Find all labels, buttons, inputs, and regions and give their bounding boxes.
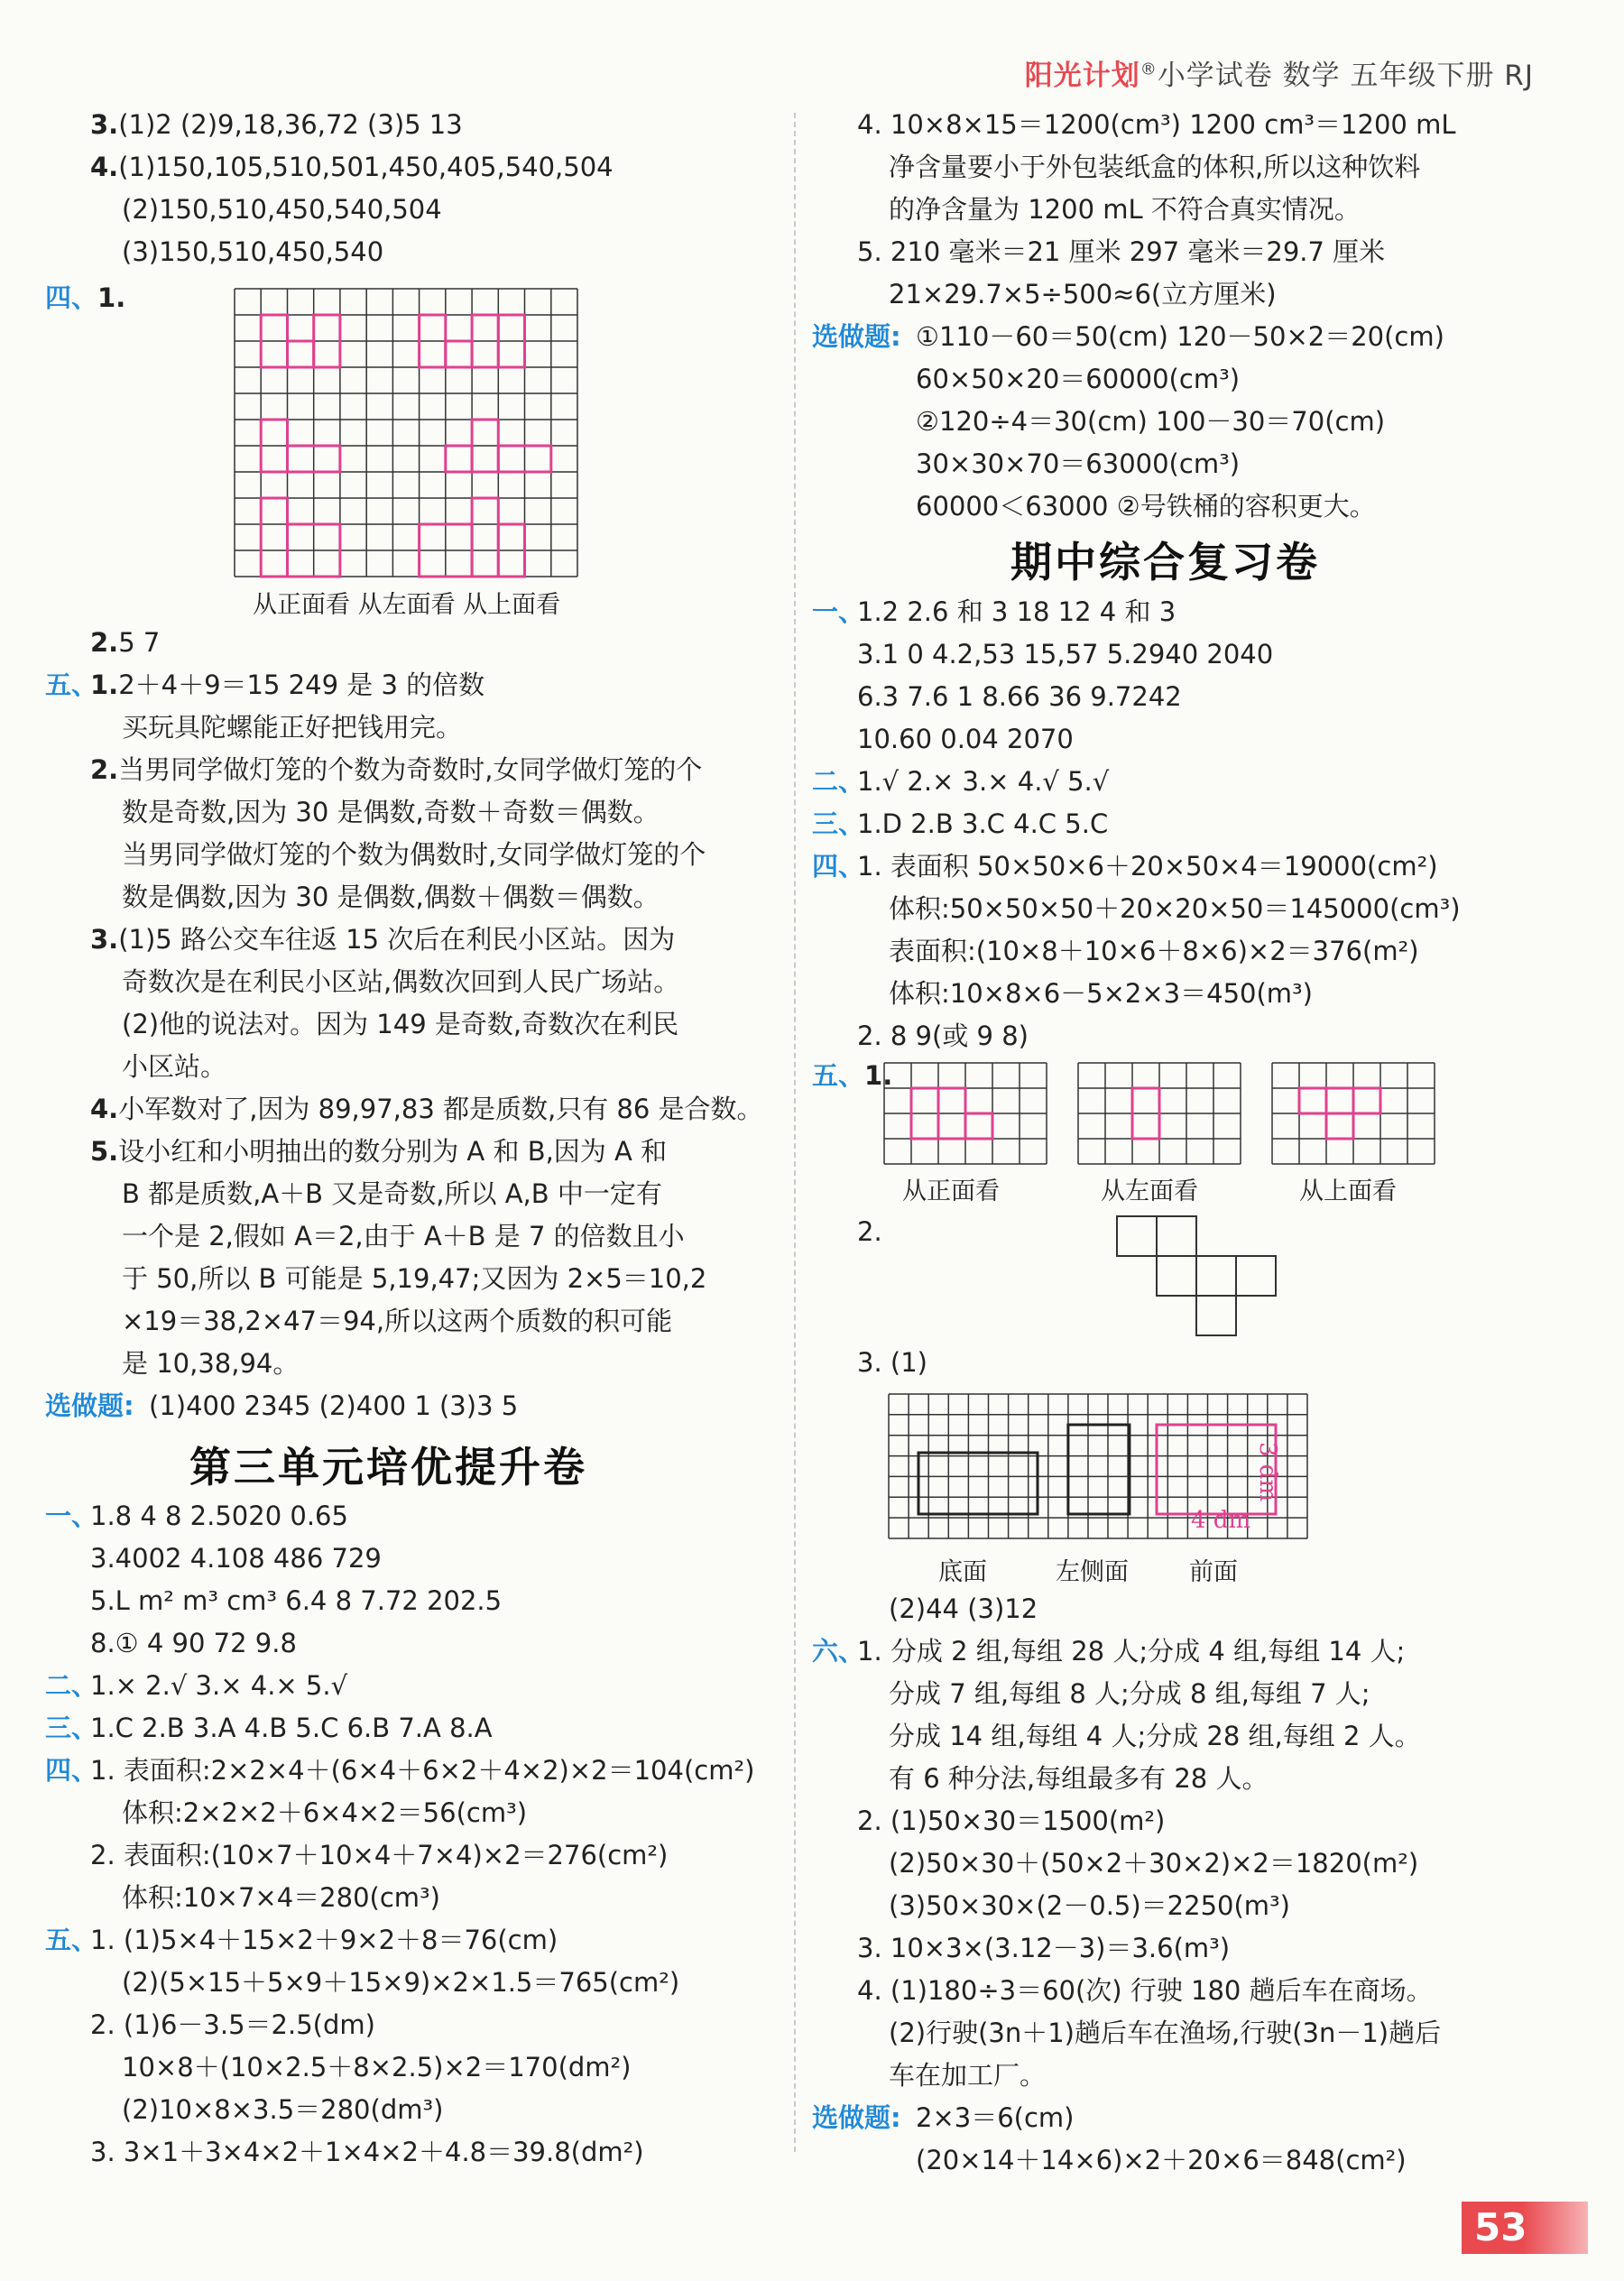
answer-line: 3. 3×1＋3×4×2＋1×4×2＋4.8＝39.8(dm²) <box>90 2137 644 2167</box>
answer-line: 买玩具陀螺能正好把钱用完。 <box>122 712 463 743</box>
answer-line: 1.2＋4＋9＝15 249 是 3 的倍数 <box>90 670 485 700</box>
unit3-title: 第三单元培优提升卷 <box>189 1443 587 1491</box>
answer-line: 车在加工厂。 <box>889 2060 1047 2091</box>
answer-line: 2. 8 9(或 9 8) <box>857 1020 1029 1051</box>
answer-line: 1. 分成 2 组,每组 28 人;分成 4 组,每组 14 人; <box>857 1636 1406 1667</box>
answer-line: 4.小军数对了,因为 89,97,83 都是质数,只有 86 是合数。 <box>90 1094 763 1124</box>
answer-line: 1.√ 2.× 3.× 4.√ 5.√ <box>857 766 1110 797</box>
answer-line: 60000＜63000 ②号铁桶的容积更大。 <box>916 491 1376 522</box>
answer-line: B 都是质数,A＋B 又是奇数,所以 A,B 中一定有 <box>122 1178 662 1209</box>
face-caption-bottom: 底面 <box>938 1558 987 1586</box>
section-label: 五、 <box>45 670 98 700</box>
registered-mark: ® <box>1140 60 1158 79</box>
answer-line: 10×8＋(10×2.5＋8×2.5)×2＝170(dm²) <box>122 2052 632 2082</box>
answer-line: 3.1 0 4.2,53 15,57 5.2940 2040 <box>857 639 1274 670</box>
answer-line: 2. (1)50×30＝1500(m²) <box>857 1805 1166 1836</box>
answer-line: (2)50×30＋(50×2＋30×2)×2＝1820(m²) <box>889 1848 1419 1879</box>
left-face <box>1068 1425 1130 1514</box>
answer-line: 5.L m² m³ cm³ 6.4 8 7.72 202.5 <box>90 1585 503 1616</box>
answer-line: 6.3 7.6 1 8.66 36 9.7242 <box>857 681 1182 712</box>
left-view-row1 <box>446 341 472 367</box>
answer-line: 4. (1)180÷3＝60(次) 行驶 180 趟后车在商场。 <box>857 1975 1433 2006</box>
answer-line: 净含量要小于外包装纸盒的体积,所以这种饮料 <box>889 152 1421 182</box>
answer-line: 1.D 2.B 3.C 4.C 5.C <box>857 808 1109 839</box>
optional-label: 选做题: <box>45 1390 134 1421</box>
answer-line: 2.当男同学做灯笼的个数为奇数时,女同学做灯笼的个 <box>90 754 703 785</box>
answer-line: 3.(1)5 路公交车往返 15 次后在利民小区站。因为 <box>90 924 676 955</box>
answer-line: 体积:10×7×4＝280(cm³) <box>122 1882 440 1913</box>
answer-line: 1. (1)5×4＋15×2＋9×2＋8＝76(cm) <box>90 1925 558 1955</box>
answer-line: 1. 表面积:2×2×4＋(6×4＋6×2＋4×2)×2＝104(cm²) <box>90 1755 755 1786</box>
answer-line: (2)(5×15＋5×9＋15×9)×2×1.5＝765(cm²) <box>122 1967 680 1998</box>
answer-line: ①110－60＝50(cm) 120－50×2＝20(cm) <box>916 321 1444 352</box>
answer-line: 1.8 4 8 2.5020 0.65 <box>90 1501 348 1531</box>
answer-line: 于 50,所以 B 可能是 5,19,47;又因为 2×5＝10,2 <box>122 1263 707 1294</box>
answer-line: 分成 7 组,每组 8 人;分成 8 组,每组 7 人; <box>889 1678 1370 1709</box>
answer-line: 3.(1)2 (2)9,18,36,72 (3)5 13 <box>90 109 463 140</box>
answer-line: 2. (1)6－3.5＝2.5(dm) <box>90 2009 375 2040</box>
bottom-face <box>918 1453 1038 1514</box>
answer-line: 体积:2×2×2＋6×4×2＝56(cm³) <box>122 1797 528 1828</box>
answer-line: ×19＝38,2×47＝94,所以这两个质数的积可能 <box>122 1306 673 1336</box>
answer-line: 5. 210 毫米＝21 厘米 297 毫米＝29.7 厘米 <box>857 236 1386 267</box>
answer-line: 小区站。 <box>122 1051 227 1082</box>
section-label: 四、 <box>45 1755 98 1786</box>
answer-line: 1.2 2.6 和 3 18 12 4 和 3 <box>857 596 1176 627</box>
answer-line: 4.(1)150,105,510,501,450,405,540,504 <box>90 152 614 182</box>
view-caption-top: 从上面看 <box>1299 1177 1397 1205</box>
answer-line: 体积:50×50×50＋20×20×50＝145000(cm³) <box>889 893 1461 924</box>
answer-line: (3)50×30×(2－0.5)＝2250(m³) <box>889 1890 1290 1921</box>
answer-line: 当男同学做灯笼的个数为偶数时,女同学做灯笼的个 <box>122 839 706 870</box>
view-grid-front <box>884 1063 1047 1164</box>
dimension-label-width: 4 dm <box>1191 1507 1251 1534</box>
book-subtitle: 小学试卷 数学 五年级下册 RJ <box>1157 60 1534 92</box>
answer-line: (2)他的说法对。因为 149 是奇数,奇数次在利民 <box>122 1009 679 1039</box>
answer-line: 2. <box>857 1216 882 1247</box>
left-view-row2 <box>446 446 472 472</box>
face-caption-left: 左侧面 <box>1056 1558 1129 1586</box>
answer-line: 1. 表面积 50×50×6＋20×50×4＝19000(cm²) <box>857 851 1438 882</box>
top-view <box>472 498 498 577</box>
answer-line: (20×14＋14×6)×2＋20×6＝848(cm²) <box>916 2145 1407 2175</box>
three-views-grid <box>235 289 577 579</box>
answer-line: 数是奇数,因为 30 是偶数,奇数＋奇数＝偶数。 <box>122 797 660 827</box>
answer-line: 一个是 2,假如 A＝2,由于 A＋B 是 7 的倍数且小 <box>122 1221 685 1251</box>
section-label: 二、 <box>45 1670 98 1701</box>
answer-line: 2.5 7 <box>90 627 161 658</box>
answer-line: 数是偶数,因为 30 是偶数,偶数＋偶数＝偶数。 <box>122 882 660 912</box>
midterm-title: 期中综合复习卷 <box>1010 538 1320 586</box>
column-divider <box>794 113 796 2152</box>
answer-line: 3. 10×3×(3.12－3)＝3.6(m³) <box>857 1933 1231 1963</box>
cube-net-diagram <box>1117 1216 1279 1335</box>
answer-line: (2)150,510,450,540,504 <box>122 194 442 225</box>
view-caption-left: 从左面看 <box>1101 1177 1198 1205</box>
answer-line: 3.4002 4.108 486 729 <box>90 1543 382 1574</box>
face-caption-front: 前面 <box>1189 1558 1238 1586</box>
answer-line: 8.① 4 90 72 9.8 <box>90 1628 297 1658</box>
view-grid-top <box>1272 1063 1435 1164</box>
section-label: 六、 <box>812 1636 865 1667</box>
answer-line: (3)150,510,450,540 <box>122 236 384 267</box>
page-number-badge <box>1462 2202 1588 2254</box>
answer-line: 2. 表面积:(10×7＋10×4＋7×4)×2＝276(cm²) <box>90 1840 669 1870</box>
optional-label: 选做题: <box>812 321 901 352</box>
front-view-row1 <box>288 341 314 367</box>
answer-line: 表面积:(10×8＋10×6＋8×6)×2＝376(m²) <box>889 936 1419 966</box>
answer-line: 30×30×70＝63000(cm³) <box>916 448 1241 479</box>
answer-line: 2×3＝6(cm) <box>916 2102 1075 2133</box>
answer-line: (1)400 2345 (2)400 1 (3)3 5 <box>149 1390 519 1421</box>
answer-line: (2)行驶(3n＋1)趟后车在渔场,行驶(3n－1)趟后 <box>889 2018 1442 2048</box>
page-number: 53 <box>1474 2205 1527 2249</box>
section-label: 一、 <box>45 1501 98 1531</box>
view-caption-front: 从正面看 <box>902 1177 1000 1205</box>
answer-line: 分成 14 组,每组 4 人;分成 28 组,每组 2 人。 <box>889 1721 1421 1751</box>
section-label: 五、 <box>45 1925 98 1955</box>
answer-line: 的净含量为 1200 mL 不符合真实情况。 <box>889 194 1361 225</box>
brand-name: 阳光计划 <box>1024 60 1140 92</box>
section-label: 一、 <box>812 596 865 627</box>
section-label: 二、 <box>812 766 865 797</box>
answer-line: 4. 10×8×15＝1200(cm³) 1200 cm³＝1200 mL <box>857 109 1456 140</box>
answer-line: 10.60 0.04 2070 <box>857 724 1074 754</box>
answer-line: (2)44 (3)12 <box>889 1593 1038 1624</box>
section-label: 四、1. <box>45 282 126 313</box>
answer-line: ②120÷4＝30(cm) 100－30＝70(cm) <box>916 406 1386 437</box>
view-grid-left <box>1078 1063 1241 1164</box>
answer-line: 体积:10×8×6－5×2×3＝450(m³) <box>889 978 1313 1009</box>
section-label: 三、 <box>45 1713 98 1743</box>
optional-label: 选做题: <box>812 2102 901 2133</box>
answer-line: (2)10×8×3.5＝280(dm³) <box>122 2094 444 2125</box>
section-label: 四、 <box>812 851 865 882</box>
answer-line: 是 10,38,94。 <box>122 1348 300 1379</box>
answer-line: 有 6 种分法,每组最多有 28 人。 <box>889 1763 1269 1794</box>
answer-line: 奇数次是在利民小区站,偶数次回到人民广场站。 <box>122 966 680 997</box>
answer-line: 60×50×20＝60000(cm³) <box>916 364 1241 394</box>
section-label: 五、1. <box>812 1060 893 1091</box>
section-label: 三、 <box>812 808 865 839</box>
answer-line: 3. (1) <box>857 1347 927 1378</box>
dimension-label-height: 3 dm <box>1254 1442 1281 1502</box>
views-caption: 从正面看 从左面看 从上面看 <box>253 591 561 619</box>
answer-line: 5.设小红和小明抽出的数分别为 A 和 B,因为 A 和 <box>90 1136 668 1167</box>
answer-line: 1.× 2.√ 3.× 4.× 5.√ <box>90 1670 348 1701</box>
page-header <box>1025 52 1534 93</box>
answer-line: 21×29.7×5÷500≈6(立方厘米) <box>889 279 1277 309</box>
answer-line: 1.C 2.B 3.A 4.B 5.C 6.B 7.A 8.A <box>90 1713 493 1743</box>
top-view <box>261 498 287 577</box>
